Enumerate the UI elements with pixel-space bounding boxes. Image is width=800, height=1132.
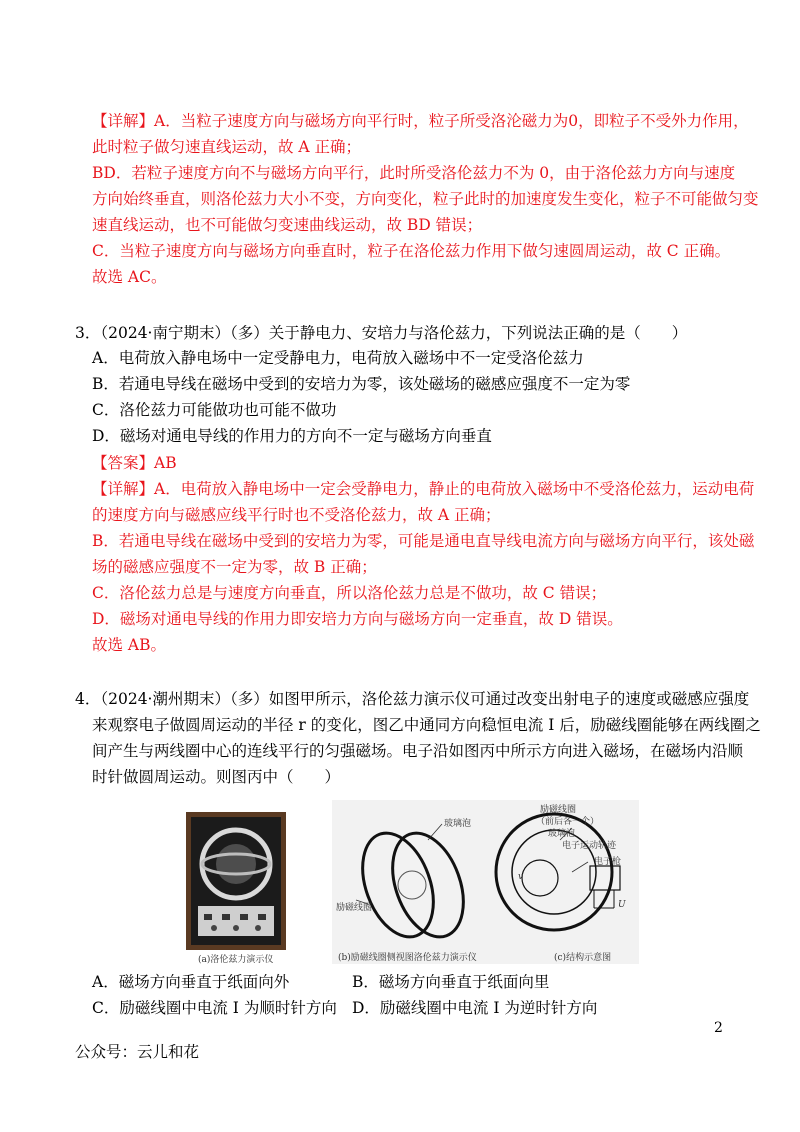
q4-stem-line-1: 4．（2024·潮州期末）（多）如图甲所示，洛伦兹力演示仪可通过改变出射电子的速度或磁感应强度 <box>75 690 750 708</box>
q2-detail-line-2: 此时粒子做匀速直线运动，故 A 正确； <box>92 138 362 156</box>
q4-stem-line-4: 时针做圆周运动。则图丙中（ ） <box>92 768 341 786</box>
label-gun: 电子枪 <box>594 857 622 867</box>
q2-detail-line-6: C．当粒子速度方向与磁场方向垂直时，粒子在洛伦兹力作用下做匀速圆周运动，故 C 正确。 <box>92 242 731 260</box>
figure-c-caption: (c)结构示意图 <box>554 953 612 963</box>
label-bulb2: 玻璃泡 <box>548 829 576 839</box>
q4-option-c: C．励磁线圈中电流 I 为顺时针方向 <box>92 999 337 1017</box>
lorentz-apparatus-image <box>186 812 286 964</box>
q2-detail-line-5: 速直线运动，也不可能做匀变速曲线运动，故 BD 错误； <box>92 216 483 234</box>
q4-option-d: D．励磁线圈中电流 I 为逆时针方向 <box>352 999 598 1017</box>
label-track: 电子运动轨迹 <box>562 841 617 851</box>
label-coil: 励磁线圈 <box>336 903 373 913</box>
q3-detail-line-2: 的速度方向与磁感应线平行时也不受洛伦兹力，故 A 正确； <box>92 506 501 524</box>
q2-detail-line-7: 故选 AC。 <box>92 268 167 286</box>
q4-stem-line-2: 来观察电子做圆周运动的半径 r 的变化，图乙中通同方向稳恒电流 I 后，励磁线圈能够在两线圈之 <box>92 716 761 734</box>
label-u: U <box>618 900 626 910</box>
figure-a <box>186 812 286 964</box>
label-v: v <box>518 872 524 882</box>
q3-option-b: B．若通电导线在磁场中受到的安培力为零，该处磁场的磁感应强度不一定为零 <box>92 375 631 393</box>
q4-option-b: B．磁场方向垂直于纸面向里 <box>352 973 550 991</box>
q3-detail-line-5: C．洛伦兹力总是与速度方向垂直，所以洛伦兹力总是不做功，故 C 错误； <box>92 584 607 602</box>
q3-detail-line-3: B．若通电导线在磁场中受到的安培力为零，可能是通电直导线电流方向与磁场方向平行，该处磁 <box>92 532 755 550</box>
q3-answer: 【答案】AB <box>92 454 177 472</box>
q3-stem: 3．（2024·南宁期末）（多）关于静电力、安培力与洛伦兹力，下列说法正确的是（ ） <box>75 324 688 342</box>
q2-detail-line-1: 【详解】A．当粒子速度方向与磁场方向平行时，粒子所受洛沦磁力为0，即粒子不受外力作用， <box>92 112 749 130</box>
label-coil-top: 励磁线圈 <box>540 805 577 815</box>
label-glass-bulb: 玻璃泡 <box>444 819 472 829</box>
page-number: 2 <box>714 1020 723 1036</box>
q3-detail-line-4: 场的磁感应强度不一定为零，故 B 正确； <box>92 558 377 576</box>
q3-option-a: A．电荷放入静电场中一定受静电力，电荷放入磁场中不一定受洛伦兹力 <box>92 349 584 367</box>
detail-tag: 【详解】 <box>92 112 155 130</box>
figure-b-caption: (b)励磁线圈侧视图洛伦兹力演示仪 <box>338 953 477 963</box>
q3-detail-line-1: 【详解】A．电荷放入静电场中一定会受静电力，静止的电荷放入磁场中不受洛伦兹力，运动电荷 <box>92 480 755 498</box>
q4-stem-line-3: 间产生与两线圈中心的连线平行的匀强磁场。电子沿如图丙中所示方向进入磁场，在磁场内沿顺 <box>92 742 744 760</box>
figure-a-caption: (a)洛伦兹力演示仪 <box>198 955 274 965</box>
q3-option-c: C．洛伦兹力可能做功也可能不做功 <box>92 401 337 419</box>
q3-detail-line-7: 故选 AB。 <box>92 636 167 654</box>
label-coil-sub: （前后各一个） <box>536 817 600 827</box>
footer-text: 公众号：云儿和花 <box>75 1043 200 1061</box>
q3-option-d: D．磁场对通电导线的作用力的方向不一定与磁场方向垂直 <box>92 427 492 445</box>
figure-bc <box>332 800 639 964</box>
q2-detail-line-3: BD．若粒子速度方向不与磁场方向平行，此时所受洛伦兹力不为 0，由于洛伦兹力方向与速度 <box>92 164 736 182</box>
q3-detail-line-6: D．磁场对通电导线的作用力即安培力方向与磁场方向一定垂直，故 D 错误。 <box>92 610 623 628</box>
q4-option-a: A．磁场方向垂直于纸面向外 <box>92 973 290 991</box>
q2-detail-line-4: 方向始终垂直，则洛伦兹力大小不变，方向变化，粒子此时的加速度发生变化，粒子不可能做匀变 <box>92 190 759 208</box>
